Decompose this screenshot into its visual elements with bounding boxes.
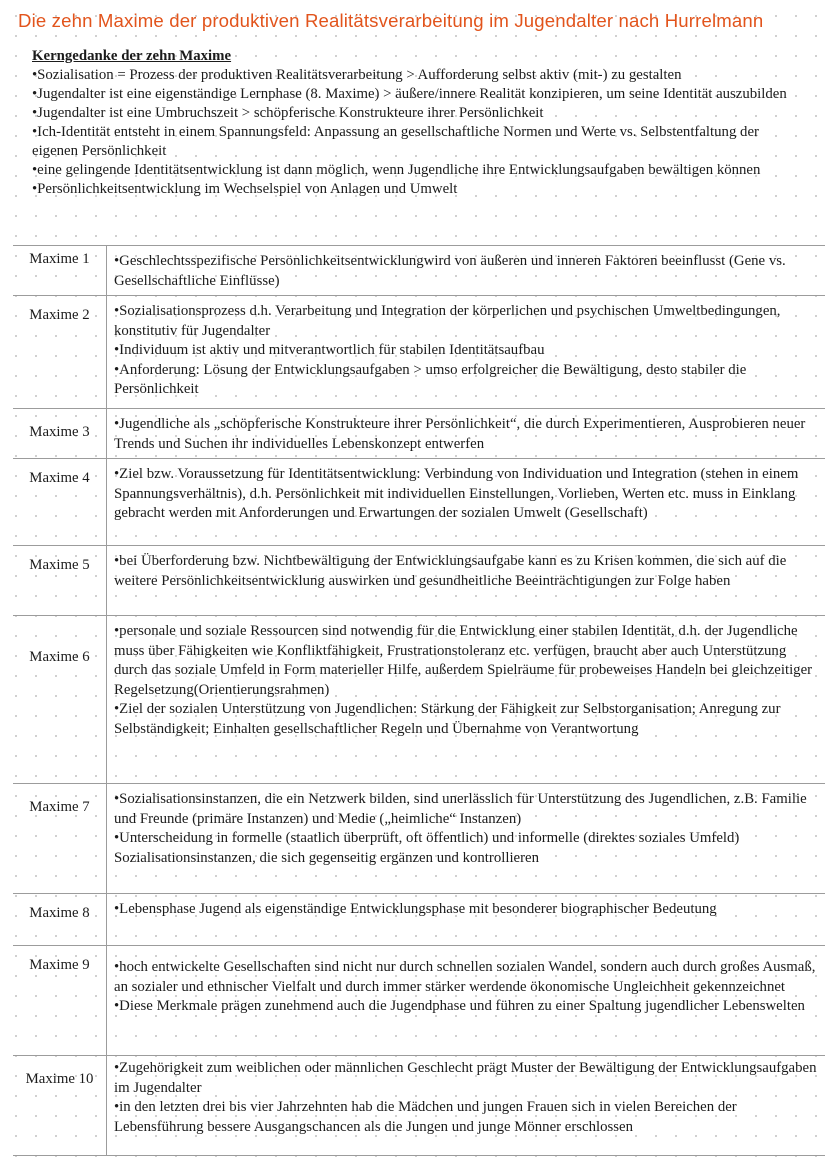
- maxim-point: •Jugendliche als „schöpferische Konstrukteure ihrer Persönlichkeit“, die durch Experimentieren, Ausprobieren neuer Trends und Suchen ihr individuelles Lebenskonzept entwerfen: [114, 416, 806, 452]
- maxim-row-10: [13, 1056, 825, 1156]
- maxim-point: •Geschlechtsspezifische Persönlichkeitsentwicklungwird von äußeren und inneren Faktoren beeinflusst (Gene vs. Gesellschaftliche Einflüsse): [114, 253, 786, 289]
- maxim-row-4: [13, 459, 825, 546]
- maxim-row-6: [13, 616, 825, 784]
- maxim-label: Maxime 4: [13, 459, 107, 546]
- intro-bullet: •Ich-Identität entsteht in einem Spannungsfeld: Anpassung an gesellschaftliche Normen und Werte vs. Selbstentfaltung der eigenen Persönlichkeit: [32, 124, 759, 159]
- maxim-point: •in den letzten drei bis vier Jahrzehnten hab die Mädchen und jungen Frauen sich in vielen Bereichen der Lebensführung bessere Ausgangschancen als die Jungen und junge Mönner erschlossen: [114, 1099, 737, 1135]
- maxim-row-7: [13, 784, 825, 894]
- maxim-point: •Sozialisationsinstanzen, die ein Netzwerk bilden, sind unerlässlich für Unterstützung des Jugendlichen, z.B. Familie und Freunde (primäre Instanzen) und Medie („heimliche“ Instanzen): [114, 791, 807, 827]
- maxim-content: [107, 1056, 826, 1156]
- maxim-label: Maxime 1: [13, 246, 107, 296]
- maxim-label: Maxime 3: [13, 409, 107, 459]
- intro-bullet: •Sozialisation = Prozess der produktiven Realitätsverarbeitung > Aufforderung selbst aktiv (mit-) zu gestalten: [32, 67, 682, 83]
- maxim-label: Maxime 10: [13, 1056, 107, 1156]
- maxim-point: •Ziel bzw. Voraussetzung für Identitätsentwicklung: Verbindung von Individuation und Integration (stehen in einem Spannungsverhältnis), d.h. Persönlichkeit mit individuellen Einstellungen, Vorlieben, Werten etc. muss in Einklang gebracht werden mit Anforderungen und Erwartungen der sozialen Umwelt (Gesellschaft): [114, 466, 799, 521]
- intro-section: [32, 47, 802, 199]
- maxim-point: •Unterscheidung in formelle (staatlich überprüft, oft öffentlich) und informelle (direktes soziales Umfeld) Sozialisationsinstanzen, die sich gegenseitig ergänzen und kontrollieren: [114, 830, 740, 866]
- maxim-content: [107, 296, 826, 409]
- intro-bullet: •Jugendalter ist eine eigenständige Lernphase (8. Maxime) > äußere/innere Realität konzipieren, um seine Identität auszubilden: [32, 86, 787, 102]
- maxim-row-8: [13, 894, 825, 946]
- maxim-point: •Diese Merkmale prägen zunehmend auch die Jugendphase und führen zu einer Spaltung jugendlicher Lebenswelten: [114, 998, 805, 1014]
- maxim-label: Maxime 6: [13, 616, 107, 784]
- intro-bullet: •eine gelingende Identitätsentwicklung ist dann möglich, wenn Jugendliche ihre Entwicklungsaufgaben bewältigen können: [32, 162, 761, 178]
- maxim-point: •Anforderung: Lösung der Entwicklungsaufgaben > umso erfolgreicher die Bewältigung, desto stabiler die Persönlichkeit: [114, 361, 747, 397]
- maxim-content: [107, 546, 826, 616]
- maxim-label: Maxime 7: [13, 784, 107, 894]
- maxim-label: Maxime 9: [13, 946, 107, 1056]
- maxim-label: Maxime 5: [13, 546, 107, 616]
- maxim-content: [107, 784, 826, 894]
- maxim-content: [107, 894, 826, 946]
- maxim-point: •Zugehörigkeit zum weiblichen oder männlichen Geschlecht prägt Muster der Bewältigung der Entwicklungsaufgaben im Jugendalter: [114, 1060, 817, 1096]
- maxim-point: •Sozialisationsprozess d.h. Verarbeitung und Integration der körperlichen und psychischen Umweltbedingungen, konstitutiv für Jugendalter: [114, 303, 781, 339]
- intro-bullet: •Persönlichkeitsentwicklung im Wechselspiel von Anlagen und Umwelt: [32, 181, 458, 197]
- maxim-point: •Individuum ist aktiv und mitverantwortlich für stabilen Identitätsaufbau: [114, 342, 545, 358]
- maxim-content: [107, 409, 826, 459]
- maxim-label: Maxime 8: [13, 894, 107, 946]
- maxim-point: •Ziel der sozialen Unterstützung von Jugendlichen: Stärkung der Fähigkeit zur Selbstorganisation; Anregung zur Selbständigkeit; Einhalten gesellschaftlicher Regeln und Übernahme von Verantwortung: [114, 701, 781, 737]
- intro-heading: Kerngedanke der zehn Maxime: [32, 48, 232, 64]
- maxim-point: •bei Überforderung bzw. Nichtbewältigung der Entwicklungsaufgabe kann es zu Krisen kommen, die sich auf die weitere Persönlichkeitsentwicklung auswirken und gesundheitliche Beeinträchtigungen zur Folge haben: [114, 553, 787, 589]
- maxim-row-2: [13, 296, 825, 409]
- maxim-content: [107, 459, 826, 546]
- maxim-point: •Lebensphase Jugend als eigenständige Entwicklungsphase mit besonderer biographischer Bedeutung: [114, 901, 717, 917]
- maxim-row-9: [13, 946, 825, 1056]
- maxim-label: Maxime 2: [13, 296, 107, 409]
- maxim-content: [107, 946, 826, 1056]
- maxim-row-3: [13, 409, 825, 459]
- maxim-content: [107, 616, 826, 784]
- maxims-table: [13, 245, 825, 1156]
- page-title: Die zehn Maxime der produktiven Realitätsverarbeitung im Jugendalter nach Hurrelmann: [18, 10, 764, 31]
- maxim-content: [107, 246, 826, 296]
- intro-bullet: •Jugendalter ist eine Umbruchszeit > schöpferische Konstrukteure ihrer Persönlichkeit: [32, 105, 544, 121]
- maxim-point: •personale und soziale Ressourcen sind notwendig für die Entwicklung einer stabilen Identität, d.h. der Jugendliche muss über Fähigkeiten wie Konfliktfähigkeit, Frustrationstoleranz etc. verfügen, braucht aber auch Unterstützung durch das soziale Umfeld in Form materieller Hilfe, außerdem Spielräume für probeweises Handeln bei gleichzeitiger Regelsetzung(Orientierungsrahmen): [114, 623, 813, 698]
- maxim-point: •hoch entwickelte Gesellschaften sind nicht nur durch schnellen sozialen Wandel, sondern auch durch großes Ausmaß, an sozialer und ethnischer Vielfalt und durch immer stärker werdende ökonomische Ungleichheit gekennzeichnet: [114, 959, 816, 995]
- maxim-row-5: [13, 546, 825, 616]
- maxim-row-1: [13, 246, 825, 296]
